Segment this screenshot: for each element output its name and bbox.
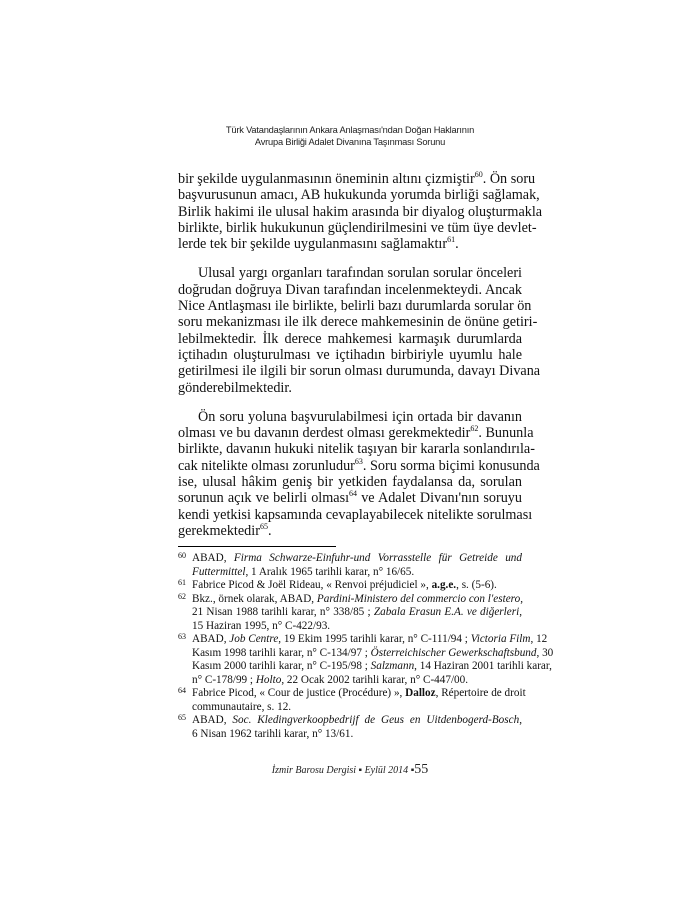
text-run: Ulusal yargı organları tarafından sorulan sorular önceleri: [198, 265, 522, 282]
text-run: Fabrice Picod & Joël Rideau, « Renvoi préjudiciel »,: [192, 579, 432, 591]
text-run: . Bununla: [478, 425, 534, 442]
text-run: .: [267, 522, 272, 539]
footnote-reference: 60: [474, 170, 483, 179]
footnote-reference: 65: [259, 521, 268, 531]
body-text: [178, 170, 543, 552]
footnote-reference: 61: [447, 235, 456, 245]
text-run: ve Adalet Divanı'nın soruyu: [357, 490, 522, 507]
footnote-line: [192, 660, 552, 674]
text-run: Fabrice Picod, « Cour de justice (Procédure) »,: [192, 687, 406, 699]
text-run: Zabala Erasun E.A. ve diğerleri: [373, 606, 520, 618]
text-line: [178, 187, 540, 204]
footnote-line: [192, 701, 522, 715]
text-run: a.g.e.: [431, 579, 457, 591]
text-line: [178, 347, 522, 363]
text-run: içtihadın oluşturulması ve içtihadın birbiriyle uyumlu hale: [178, 346, 522, 363]
running-header: [150, 124, 550, 148]
text-run: Österreichischer Gewerkschaftsbund: [370, 646, 537, 659]
text-line: [178, 363, 541, 380]
footnote: [178, 593, 522, 634]
text-run: , 30: [536, 646, 554, 659]
paragraph: [178, 265, 541, 396]
footnote-line: [192, 687, 526, 701]
text-run: Soc. Kledingverkoopbedrijf de Geus en Uitdenbogerd-Bosch: [232, 714, 520, 726]
text-line: [178, 282, 522, 298]
paragraph: [178, 170, 543, 253]
text-run: Ön soru yoluna başvurulabilmesi için ortada bir davanın: [198, 408, 522, 425]
text-run: Victoria Film: [470, 633, 531, 645]
text-line: [178, 236, 522, 252]
text-run: Job Centre: [229, 633, 279, 645]
text-line: [178, 314, 538, 331]
text-run: bir şekilde uygulanmasının öneminin altını çizmiştir: [178, 171, 475, 187]
text-run: Holto: [255, 673, 282, 686]
text-line: [178, 474, 522, 490]
text-line: [178, 506, 533, 523]
text-run: , 12: [530, 633, 548, 645]
text-line: [178, 170, 536, 187]
text-run: ,: [519, 714, 522, 726]
text-line: [178, 409, 522, 425]
page-footer: [150, 762, 550, 778]
text-run: gönderebilmektedir.: [178, 379, 292, 396]
bullet-separator: ▪: [410, 765, 415, 776]
text-run: ,: [519, 606, 522, 618]
text-run: .: [455, 236, 459, 253]
text-run: kendi yetkisi kapsamında cevaplayabilecek nitelikte sorulması: [178, 506, 533, 523]
text-run: 21 Nisan 1988 tarihli karar, n° 338/85 ;: [192, 606, 374, 618]
text-run: başvurusunun amacı, AB hukukunda yorumda birliği sağlamak,: [178, 187, 540, 204]
footnote-reference: 64: [349, 489, 358, 499]
text-line: [178, 265, 522, 281]
footnote-separator: [178, 546, 336, 547]
text-line: [178, 219, 537, 236]
text-run: Pardini-Ministero del commercio con l'estero: [316, 592, 521, 605]
footnote-line: [192, 566, 522, 580]
text-run: olması ve bu davanın derdest olması gerekmektedir: [178, 425, 471, 442]
footnote-number: 64: [178, 686, 186, 695]
text-run: getirilmesi ile ilgili bir sorun olması durumunda, davayı Divana: [178, 363, 541, 380]
text-run: , Répertoire de droit: [435, 687, 526, 699]
footnote-reference: 63: [354, 456, 363, 466]
text-run: sorunun açık ve belirli olması: [178, 490, 350, 507]
text-run: communautaire, s. 12.: [192, 700, 292, 713]
text-run: ABAD,: [192, 633, 230, 645]
text-run: n° C-178/99 ;: [192, 673, 256, 686]
text-run: Kasım 2000 tarihli karar, n° C-195/98 ;: [192, 660, 371, 672]
text-run: Nice Antlaşması ile birlikte, belirli bazı durumlarda sorular ön: [178, 298, 532, 315]
text-run: Firma Schwarze-Einfuhr-und Vorrasstelle für Getreide und: [233, 552, 522, 564]
text-run: . Soru sorma biçimi konusunda: [362, 457, 540, 474]
footnote-line: [192, 646, 554, 661]
footnote-reference: 62: [470, 424, 479, 434]
text-run: Salzmann: [370, 660, 415, 672]
footnote-line: [192, 674, 522, 688]
footnote-number: 61: [178, 578, 186, 587]
footnote-line: [192, 633, 548, 647]
text-line: [178, 490, 522, 506]
journal-name: İzmir Barosu Dergisi: [271, 765, 357, 776]
text-run: Kasım 1998 tarihli karar, n° C-134/97 ;: [192, 646, 371, 659]
text-run: ABAD,: [192, 552, 234, 564]
text-run: gerekmektedir: [178, 522, 260, 539]
footnote-line: [192, 728, 522, 742]
text-run: , 22 Ocak 2002 tarihli karar, n° C-447/00.: [281, 673, 469, 686]
footnote: [178, 632, 554, 687]
footnote-line: [192, 606, 522, 620]
text-run: , s. (5-6).: [456, 579, 497, 591]
paragraph: [178, 408, 540, 539]
footnote-line: [192, 714, 522, 728]
text-run: doğrudan doğruya Divan tarafından incelenmekteydi. Ancak: [178, 281, 522, 298]
footnotes: [178, 551, 554, 741]
text-run: Birlik hakimi ile ulusal hakim arasında bir diyalog oluşturmakla: [178, 203, 543, 220]
text-run: , 1 Aralık 1965 tarihli karar, n° 16/65.: [245, 565, 415, 578]
footnote-line: [192, 620, 522, 634]
footnote-line: [192, 593, 522, 607]
text-run: Bkz., örnek olarak, ABAD,: [192, 592, 317, 605]
text-line: [178, 331, 522, 347]
text-run: . Ön soru: [482, 171, 536, 187]
text-run: Dalloz: [405, 687, 436, 699]
footnote-number: 60: [178, 551, 186, 560]
footnote-line: [192, 552, 522, 566]
text-line: [178, 298, 532, 315]
text-run: cak nitelikte olması zorunludur: [178, 457, 355, 474]
header-line-1: Türk Vatandaşlarının Ankara Anlaşması'ndan Doğan Haklarının: [225, 125, 475, 135]
text-run: birlikte, birlik hukukunun güçlendirilmesini ve tüm üye devlet-: [178, 219, 537, 236]
header-line-2: Avrupa Birliği Adalet Divanına Taşınması Sorunu: [254, 137, 446, 147]
text-line: [178, 441, 535, 458]
text-run: ,: [520, 592, 524, 605]
text-run: Futtermittel: [192, 565, 246, 578]
text-run: , 14 Haziran 2001 tarihli karar,: [414, 660, 552, 672]
text-line: [178, 523, 522, 539]
issue-date: Eylül 2014: [364, 765, 409, 776]
footnote-line: [192, 579, 522, 593]
bullet-separator: ▪: [358, 765, 365, 776]
text-run: lerde tek bir şekilde uygulanmasını sağlamaktır: [178, 236, 448, 253]
text-run: 15 Haziran 1995, n° C-422/93.: [192, 619, 331, 632]
footnote: [178, 714, 522, 741]
footnote: [178, 686, 526, 714]
text-run: , 19 Ekim 1995 tarihli karar, n° C-111/94 ;: [278, 633, 471, 645]
footnote-number: 62: [178, 591, 186, 601]
text-line: [178, 456, 540, 474]
text-line: [178, 380, 522, 396]
text-run: ise, ulusal hâkim geniş bir yetkiden faydalansa da, sorulan: [178, 474, 522, 491]
text-run: lebilmektedir. İlk derece mahkemesi karmaşık durumlarda: [178, 330, 522, 347]
footnote-number: 65: [178, 713, 186, 722]
text-run: ABAD,: [192, 714, 233, 726]
footnote: [178, 552, 522, 579]
footnote-number: 63: [178, 632, 186, 641]
text-run: birlikte, davanın hukuki nitelik taşıyan bir kararla sonlandırıla-: [178, 441, 535, 458]
text-line: [178, 203, 543, 220]
text-run: soru mekanizması ile ilk derece mahkemesinin de önüne getiri-: [178, 314, 538, 331]
page-number: 55: [414, 762, 429, 777]
text-run: 6 Nisan 1962 tarihli karar, n° 13/61.: [192, 727, 354, 740]
footnote: [178, 579, 522, 593]
text-line: [178, 424, 534, 442]
